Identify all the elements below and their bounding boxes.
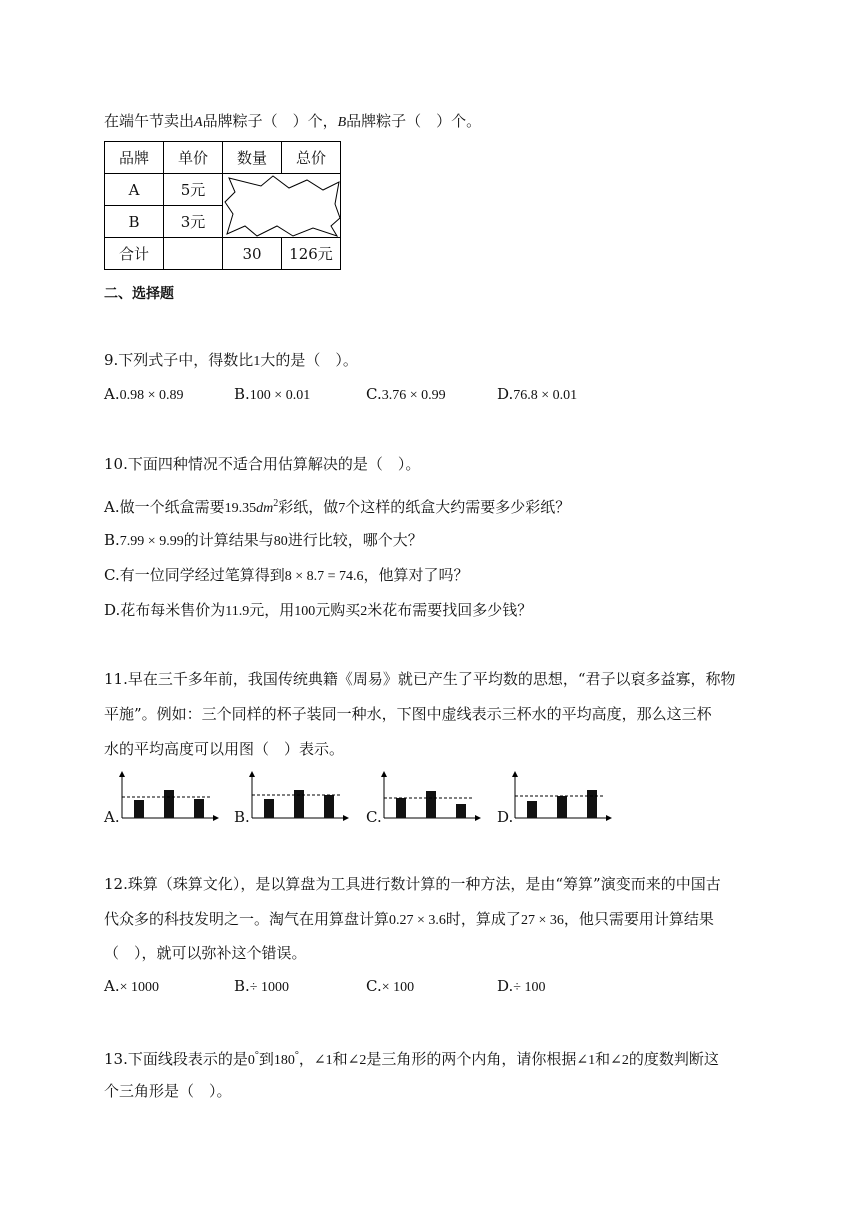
option-text: 米花布需要找回多少钱？ <box>367 601 533 619</box>
option-text: 元购买 <box>315 601 361 619</box>
option-expr: 0.98 × 0.89 <box>119 388 184 403</box>
q13-number: 0 <box>247 1053 255 1068</box>
angle-1: ∠1 <box>576 1053 596 1068</box>
table-header-cell: 单价 <box>164 142 223 174</box>
option-text: 进行比较，哪个大？ <box>287 531 423 549</box>
table-cell: 126元 <box>282 238 341 270</box>
section-title: 二、选择题 <box>104 286 174 302</box>
q12-stem-line: （ ），就可以弥补这个错误。 <box>104 944 307 962</box>
q13-text: 和 <box>332 1050 348 1068</box>
unit-exponent: 2 <box>273 498 279 509</box>
option-expr: ÷ 100 <box>513 980 546 995</box>
option-label: C. <box>366 977 382 995</box>
variable-b: B <box>337 115 347 130</box>
q10-option-c[interactable] <box>104 565 469 587</box>
q12-stem-line: 12.珠算（珠算文化），是以算盘为工具进行数计算的一种方法，是由“筹算”演变而来的中国古 <box>104 875 721 893</box>
option-text: D.花布每米售价为 <box>104 601 226 619</box>
water-bar <box>527 801 537 818</box>
q13-text: 到 <box>258 1050 274 1068</box>
angle-2: ∠2 <box>610 1053 629 1068</box>
option-expr: 7.99 × 9.99 <box>119 534 184 549</box>
option-label: A. <box>104 385 120 403</box>
q13-text: ， <box>298 1050 314 1068</box>
q10-stem: 10.下面四种情况不适合用估算解决的是（ ）。 <box>104 455 421 473</box>
option-expr: ÷ 1000 <box>249 980 289 995</box>
q13-number: 180 <box>273 1053 295 1068</box>
option-text: ，他算对了吗？ <box>363 566 469 584</box>
q9-number: 1 <box>253 354 261 369</box>
q9-text: 9.下列式子中，得数比 <box>104 351 254 369</box>
intro-question-line <box>104 111 481 133</box>
y-axis-arrow <box>512 771 518 777</box>
x-axis-arrow <box>213 815 219 821</box>
q12-text: 时，算成了 <box>445 910 521 928</box>
option-label: D. <box>497 385 514 403</box>
q10-option-b[interactable] <box>104 530 423 552</box>
table-header-row <box>105 142 341 174</box>
degree-symbol: ° <box>254 1050 259 1061</box>
table-cell: B <box>105 206 164 238</box>
option-number: 80 <box>273 534 288 549</box>
option-expr: 8 × 8.7 = 74.6 <box>284 569 364 584</box>
option-number: 100 <box>294 604 316 619</box>
option-text: 元，用 <box>249 601 295 619</box>
option-number: 2 <box>360 604 368 619</box>
option-expr: 76.8 × 0.01 <box>513 388 578 403</box>
intro-text: 品牌粽子（ ）个， <box>202 112 338 130</box>
price-table <box>104 141 341 270</box>
q9-option-b[interactable] <box>234 384 310 406</box>
option-label: A. <box>104 977 120 995</box>
q12-text: ，他只需要用计算结果 <box>563 910 714 928</box>
option-text: 彩纸，做 <box>278 498 339 516</box>
q11-stem-line: 平施”。例如：三个同样的杯子装同一种水，下图中虚线表示三杯水的平均高度，那么这三杯 <box>104 705 712 723</box>
option-text: A.做一个纸盒需要 <box>104 498 225 516</box>
y-axis-arrow <box>119 771 125 777</box>
table-cell: 30 <box>223 238 282 270</box>
option-expr: × 100 <box>381 980 415 995</box>
table-header-cell: 总价 <box>282 142 341 174</box>
q13-text: 和 <box>595 1050 611 1068</box>
q12-option-a[interactable] <box>104 976 159 998</box>
q9-option-a[interactable] <box>104 384 184 406</box>
x-axis-arrow <box>475 815 481 821</box>
x-axis-arrow <box>606 815 612 821</box>
water-bar <box>396 798 406 818</box>
q13-text: 13.下面线段表示的是 <box>104 1050 248 1068</box>
obscured-cell <box>223 174 341 238</box>
q9-option-c[interactable] <box>366 384 446 406</box>
table-cell: 3元 <box>164 206 223 238</box>
water-bar <box>456 804 466 818</box>
q11-figure-label: A. <box>104 808 120 826</box>
table-row <box>105 238 341 270</box>
option-text: B. <box>104 531 120 549</box>
q9-option-d[interactable] <box>497 384 577 406</box>
intro-text: 品牌粽子（ ）个。 <box>346 112 482 130</box>
q11-stem-line: 水的平均高度可以用图（ ）表示。 <box>104 740 345 758</box>
option-number: 11.9 <box>225 604 250 619</box>
unit-dm: dm <box>256 501 274 516</box>
q13-text: 是三角形的两个内角，请你根据 <box>366 1050 577 1068</box>
option-number: 19.35 <box>224 501 257 516</box>
q12-option-b[interactable] <box>234 976 289 998</box>
water-bar <box>324 795 334 818</box>
q11-chart-d[interactable] <box>511 770 615 826</box>
water-bar <box>194 799 204 818</box>
q12-option-c[interactable] <box>366 976 414 998</box>
q10-option-d[interactable] <box>104 600 532 622</box>
q12-expr: 0.27 × 3.6 <box>389 913 446 928</box>
water-bar <box>134 800 144 818</box>
option-label: B. <box>234 977 250 995</box>
q12-expr: 27 × 36 <box>520 913 564 928</box>
option-text: C.有一位同学经过笔算得到 <box>104 566 285 584</box>
option-text: 的计算结果与 <box>183 531 274 549</box>
q11-figure-label: B. <box>234 808 250 826</box>
table-header-cell: 数量 <box>223 142 282 174</box>
option-text: 个这样的纸盒大约需要多少彩纸？ <box>345 498 571 516</box>
q12-stem-line <box>104 909 714 931</box>
q9-text: 大的是（ ）。 <box>260 351 358 369</box>
q11-figure-label: C. <box>366 808 382 826</box>
table-header-cell: 品牌 <box>105 142 164 174</box>
table-cell: 合计 <box>105 238 164 270</box>
q11-figure-label: D. <box>497 808 514 826</box>
option-expr: 100 × 0.01 <box>249 388 311 403</box>
option-label: C. <box>366 385 382 403</box>
x-axis-arrow <box>343 815 349 821</box>
q10-option-a[interactable] <box>104 494 570 519</box>
table-cell: 5元 <box>164 174 223 206</box>
angle-2: ∠2 <box>347 1053 367 1068</box>
angle-1: ∠1 <box>313 1053 333 1068</box>
q12-option-d[interactable] <box>497 976 545 998</box>
table-row <box>105 174 341 206</box>
q13-text: 的度数判断这 <box>628 1050 719 1068</box>
degree-symbol: ° <box>294 1050 299 1061</box>
q12-text: 代众多的科技发明之一。淘气在用算盘计算 <box>104 910 390 928</box>
water-bar <box>557 796 567 818</box>
option-expr: 3.76 × 0.99 <box>381 388 446 403</box>
q11-stem-line: 11.早在三千多年前，我国传统典籍《周易》就已产生了平均数的思想，“君子以裒多益寡，称物 <box>104 670 736 688</box>
water-bar <box>294 790 304 818</box>
q11-chart-a[interactable] <box>118 770 222 826</box>
intro-text: 在端午节卖出 <box>104 112 195 130</box>
q11-chart-c[interactable] <box>380 770 484 826</box>
option-expr: × 1000 <box>119 980 160 995</box>
table-cell: A <box>105 174 164 206</box>
ink-blot-shape <box>223 174 341 238</box>
option-label: B. <box>234 385 250 403</box>
water-bar <box>164 790 174 818</box>
water-bar <box>587 790 597 818</box>
table-cell <box>164 238 223 270</box>
q9-stem <box>104 350 358 372</box>
q11-chart-b[interactable] <box>248 770 352 826</box>
option-label: D. <box>497 977 514 995</box>
q13-stem-line: 个三角形是（ ）。 <box>104 1082 232 1100</box>
y-axis-arrow <box>381 771 387 777</box>
variable-a: A <box>194 115 203 130</box>
q13-stem-line <box>104 1046 719 1071</box>
option-number: 7 <box>338 501 346 516</box>
water-bar <box>264 799 274 818</box>
water-bar <box>426 791 436 818</box>
y-axis-arrow <box>249 771 255 777</box>
